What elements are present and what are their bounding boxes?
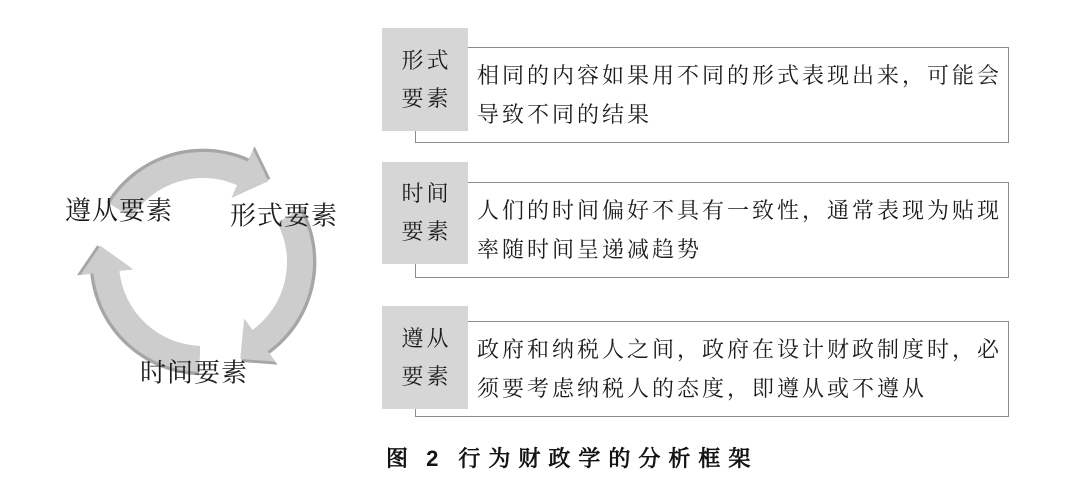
element-label-box-form <box>382 28 468 131</box>
cycle-label-time: 时间要素 <box>139 358 249 388</box>
element-label-line: 遵从 <box>401 325 452 351</box>
element-label-line: 要素 <box>401 85 452 111</box>
cycle-label-form: 形式要素 <box>229 201 339 231</box>
description-line: 政府和纳税人之间，政府在设计财政制度时，必 <box>477 337 1003 362</box>
element-label-box-compliance <box>382 306 468 409</box>
description-line: 须要考虑纳税人的态度，即遵从或不遵从 <box>477 376 928 401</box>
description-box-form <box>415 47 1009 143</box>
description-line: 相同的内容如果用不同的形式表现出来，可能会 <box>477 63 1003 88</box>
figure-caption <box>386 442 758 473</box>
caption-title: 行为财政学的分析框架 <box>458 446 759 471</box>
description-line: 导致不同的结果 <box>477 102 653 127</box>
description-box-compliance <box>415 321 1009 417</box>
cycle-label-compliance: 遵从要素 <box>64 196 174 226</box>
element-label-box-time <box>382 162 468 264</box>
element-label-line: 要素 <box>401 219 452 244</box>
caption-number: 图 2 <box>386 446 445 471</box>
element-label-line: 形式 <box>401 47 452 73</box>
description-line: 人们的时间偏好不具有一致性，通常表现为贴现 <box>477 198 1003 223</box>
element-label-line: 时间 <box>401 181 452 206</box>
element-label-line: 要素 <box>401 363 452 389</box>
description-box-time <box>415 182 1009 278</box>
description-line: 率随时间呈递减趋势 <box>477 237 703 262</box>
